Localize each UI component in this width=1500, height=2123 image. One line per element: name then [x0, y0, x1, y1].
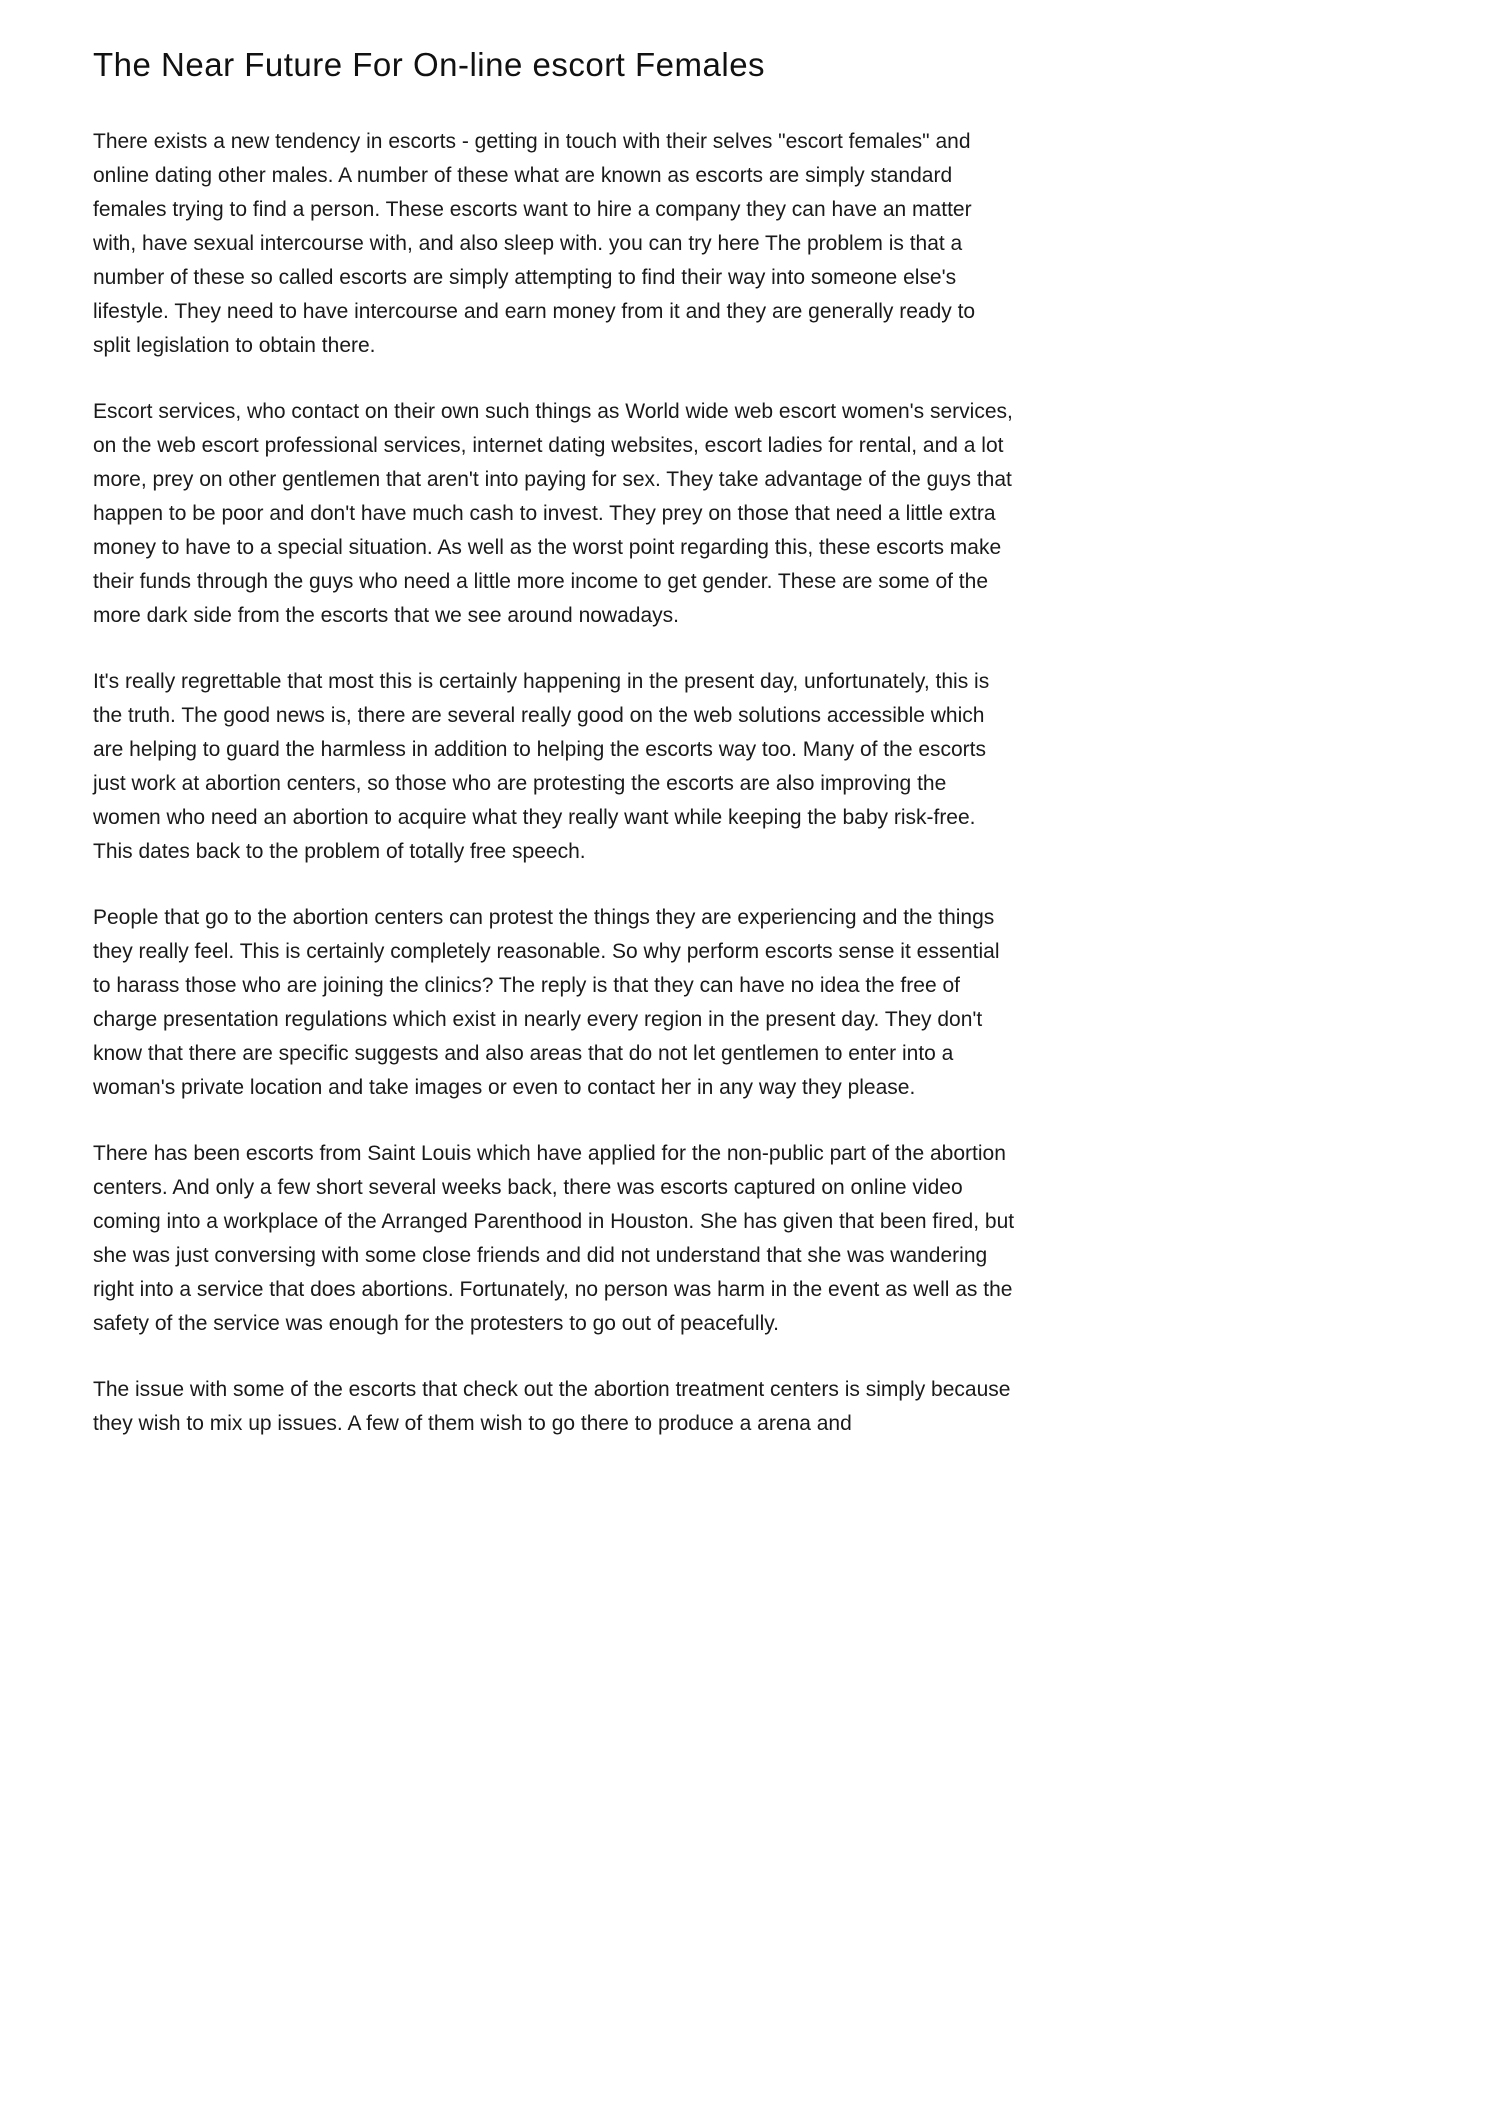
paragraph-2: Escort services, who contact on their own such things as World wide web escort women's services, on the web escort professional services, internet dating websites, escort ladies for rental, and a lot more, prey on other gentlemen that aren't into paying for sex. They take advantage of the guys that happen to be poor and don't have much cash to invest. They prey on those that need a little extra money to have to a special situation. As well as the worst point regarding this, these escorts make their funds through the guys who need a little more income to get gender. These are some of the more dark side from the escorts that we see around nowadays. [93, 400, 1013, 628]
article-content [93, 44, 1015, 1441]
page-title: The Near Future For On-line escort Females [93, 46, 766, 83]
paragraph-3: It's really regrettable that most this is certainly happening in the present day, unfortunately, this is the truth. The good news is, there are several really good on the web solutions accessible which are helping to guard the harmless in addition to helping the escorts way too. Many of the escorts just work at abortion centers, so those who are protesting the escorts are also improving the women who need an abortion to acquire what they really want while keeping the baby risk-free. This dates back to the problem of totally free speech. [93, 670, 990, 864]
paragraph-1: There exists a new tendency in escorts - getting in touch with their selves "escort females" and online dating other males. A number of these what are known as escorts are simply standard females trying to find a person. These escorts want to hire a company they can have an matter with, have sexual intercourse with, and also sleep with. you can try here The problem is that a number of these so called escorts are simply attempting to find their way into someone else's lifestyle. They need to have intercourse and earn money from it and they are generally ready to split legislation to obtain there. [93, 130, 976, 358]
paragraph-6: The issue with some of the escorts that check out the abortion treatment centers is simply because they wish to mix up issues. A few of them wish to go there to produce a arena and [93, 1378, 1011, 1436]
paragraph-5: There has been escorts from Saint Louis which have applied for the non-public part of the abortion centers. And only a few short several weeks back, there was escorts captured on online video coming into a workplace of the Arranged Parenthood in Houston. She has given that been fired, but she was just conversing with some close friends and did not understand that she was wandering right into a service that does abortions. Fortunately, no person was harm in the event as well as the safety of the service was enough for the protesters to go out of peacefully. [93, 1142, 1015, 1336]
paragraph-4: People that go to the abortion centers can protest the things they are experiencing and the things they really feel. This is certainly completely reasonable. So why perform escorts sense it essential to harass those who are joining the clinics? The reply is that they can have no idea the free of charge presentation regulations which exist in nearly every region in the present day. They don't know that there are specific suggests and also areas that do not let gentlemen to enter into a woman's private location and take images or even to contact her in any way they please. [93, 906, 1000, 1100]
